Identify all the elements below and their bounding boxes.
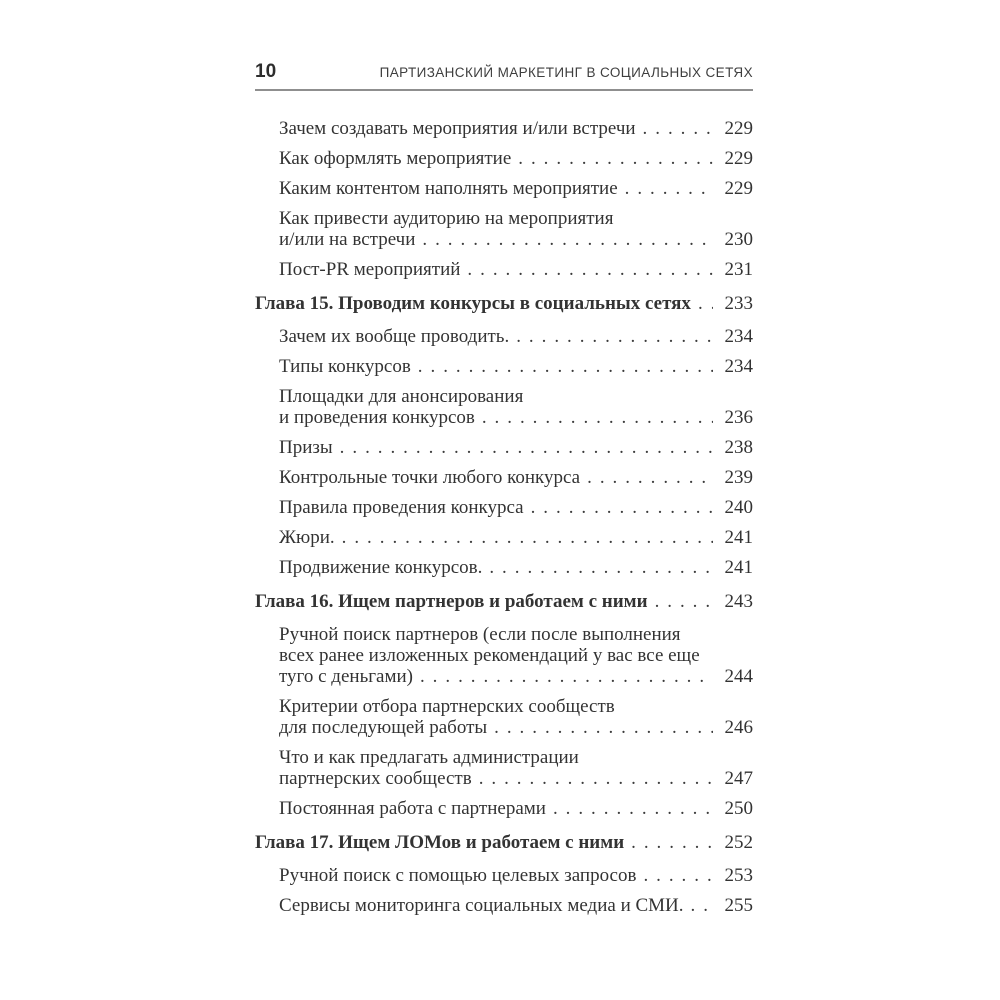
toc-entry-row bbox=[279, 407, 753, 428]
toc-page-number: 240 bbox=[724, 497, 753, 518]
toc-chapter-entry bbox=[255, 591, 753, 612]
toc-chapter-entry bbox=[255, 832, 753, 853]
toc-sub-entry bbox=[255, 624, 753, 687]
toc-sub-entry bbox=[255, 696, 753, 738]
toc-page-number: 244 bbox=[724, 666, 753, 687]
toc-page-number: 241 bbox=[724, 557, 753, 578]
dot-leader bbox=[643, 865, 713, 886]
dot-leader bbox=[655, 591, 713, 612]
toc-entry-row bbox=[279, 467, 753, 488]
toc-entry-row bbox=[279, 356, 753, 377]
toc-page-number: 229 bbox=[724, 118, 753, 139]
toc-entry-label: и проведения конкурсов bbox=[279, 407, 475, 428]
toc-page-number: 229 bbox=[724, 178, 753, 199]
toc-entry-label: Ручной поиск с помощью целевых запросов bbox=[279, 865, 637, 886]
toc-entry-row bbox=[279, 557, 753, 578]
dot-leader bbox=[467, 259, 713, 280]
toc-entry-label: Продвижение конкурсов. bbox=[279, 557, 483, 578]
toc-sub-entry bbox=[255, 497, 753, 518]
dot-leader bbox=[418, 356, 713, 377]
page-header bbox=[255, 62, 753, 81]
page-number: 10 bbox=[255, 61, 277, 82]
toc-page-number: 255 bbox=[724, 895, 753, 916]
toc-entry-label: Правила проведения конкурса bbox=[279, 497, 524, 518]
toc-entry-label: и/или на встречи bbox=[279, 229, 416, 250]
dot-leader bbox=[494, 717, 713, 738]
running-title: ПАРТИЗАНСКИЙ МАРКЕТИНГ В СОЦИАЛЬНЫХ СЕТЯХ bbox=[379, 64, 753, 80]
toc-entry-row bbox=[279, 259, 753, 280]
toc-page-number: 229 bbox=[724, 148, 753, 169]
toc-entry-row bbox=[279, 768, 753, 789]
toc-entry-row bbox=[279, 148, 753, 169]
dot-leader bbox=[698, 293, 713, 314]
table-of-contents bbox=[255, 118, 753, 925]
toc-entry-label: Зачем их вообще проводить. bbox=[279, 326, 510, 347]
toc-entry-label: Контрольные точки любого конкурса bbox=[279, 467, 581, 488]
toc-entry-row bbox=[279, 437, 753, 458]
toc-entry-label: Глава 17. Ищем ЛОМов и работаем с ними bbox=[255, 832, 625, 853]
toc-entry-row bbox=[255, 293, 753, 314]
toc-entry-row bbox=[279, 118, 753, 139]
toc-page-number: 246 bbox=[724, 717, 753, 738]
toc-page-number: 234 bbox=[724, 326, 753, 347]
toc-sub-entry bbox=[255, 208, 753, 250]
toc-entry-row bbox=[279, 865, 753, 886]
toc-entry-label: Пост-PR мероприятий bbox=[279, 259, 461, 280]
dot-leader bbox=[531, 497, 713, 518]
toc-entry-row bbox=[279, 798, 753, 819]
dot-leader bbox=[422, 229, 713, 250]
toc-page-number: 230 bbox=[724, 229, 753, 250]
toc-entry-line: всех ранее изложенных рекомендаций у вас все еще bbox=[279, 645, 700, 666]
toc-sub-entry bbox=[255, 467, 753, 488]
toc-entry-label: Сервисы мониторинга социальных медиа и СМИ. bbox=[279, 895, 684, 916]
dot-leader bbox=[625, 178, 713, 199]
toc-entry-label: Постоянная работа с партнерами bbox=[279, 798, 546, 819]
toc-entry-row bbox=[279, 895, 753, 916]
toc-entry-label: туго с деньгами) bbox=[279, 666, 413, 687]
toc-entry-row bbox=[279, 326, 753, 347]
toc-page-number: 250 bbox=[724, 798, 753, 819]
dot-leader bbox=[482, 407, 713, 428]
header-rule bbox=[255, 89, 753, 91]
toc-page-number: 253 bbox=[724, 865, 753, 886]
toc-sub-entry bbox=[255, 747, 753, 789]
toc-sub-entry bbox=[255, 178, 753, 199]
toc-entry-label: Типы конкурсов bbox=[279, 356, 411, 377]
toc-page-number: 247 bbox=[724, 768, 753, 789]
toc-entry-label: Глава 15. Проводим конкурсы в социальных сетях bbox=[255, 293, 691, 314]
dot-leader bbox=[342, 527, 713, 548]
toc-entry-row bbox=[279, 527, 753, 548]
toc-sub-entry bbox=[255, 557, 753, 578]
toc-sub-entry bbox=[255, 148, 753, 169]
toc-entry-line: Площадки для анонсирования bbox=[279, 386, 524, 407]
toc-page-number: 239 bbox=[724, 467, 753, 488]
toc-page-number: 234 bbox=[724, 356, 753, 377]
toc-page-number: 243 bbox=[724, 591, 753, 612]
dot-leader bbox=[489, 557, 713, 578]
toc-entry-line: Что и как предлагать администрации bbox=[279, 747, 579, 768]
dot-leader bbox=[587, 467, 713, 488]
dot-leader bbox=[518, 148, 713, 169]
toc-entry-line: Как привести аудиторию на мероприятия bbox=[279, 208, 614, 229]
toc-entry-line: Критерии отбора партнерских сообществ bbox=[279, 696, 615, 717]
toc-page-number: 241 bbox=[724, 527, 753, 548]
toc-page-number: 252 bbox=[724, 832, 753, 853]
toc-entry-label: партнерских сообществ bbox=[279, 768, 472, 789]
toc-entry-row bbox=[279, 717, 753, 738]
dot-leader bbox=[479, 768, 713, 789]
dot-leader bbox=[631, 832, 713, 853]
toc-entry-label: Зачем создавать мероприятия и/или встречи bbox=[279, 118, 636, 139]
toc-entry-row bbox=[279, 178, 753, 199]
toc-page-number: 236 bbox=[724, 407, 753, 428]
toc-page-number: 231 bbox=[724, 259, 753, 280]
toc-sub-entry bbox=[255, 865, 753, 886]
toc-sub-entry bbox=[255, 326, 753, 347]
dot-leader bbox=[643, 118, 713, 139]
toc-entry-row bbox=[279, 229, 753, 250]
toc-entry-label: для последующей работы bbox=[279, 717, 488, 738]
toc-sub-entry bbox=[255, 118, 753, 139]
dot-leader bbox=[691, 895, 713, 916]
toc-sub-entry bbox=[255, 527, 753, 548]
toc-sub-entry bbox=[255, 356, 753, 377]
toc-entry-label: Каким контентом наполнять мероприятие bbox=[279, 178, 618, 199]
dot-leader bbox=[553, 798, 713, 819]
toc-entry-label: Глава 16. Ищем партнеров и работаем с ними bbox=[255, 591, 648, 612]
toc-sub-entry bbox=[255, 259, 753, 280]
toc-sub-entry bbox=[255, 386, 753, 428]
toc-entry-row bbox=[279, 497, 753, 518]
toc-page-number: 238 bbox=[724, 437, 753, 458]
dot-leader bbox=[420, 666, 713, 687]
toc-entry-row bbox=[255, 591, 753, 612]
toc-entry-line: Ручной поиск партнеров (если после выполнения bbox=[279, 624, 681, 645]
dot-leader bbox=[340, 437, 713, 458]
toc-sub-entry bbox=[255, 798, 753, 819]
toc-chapter-entry bbox=[255, 293, 753, 314]
toc-entry-row bbox=[279, 666, 753, 687]
toc-entry-label: Жюри. bbox=[279, 527, 335, 548]
toc-sub-entry bbox=[255, 437, 753, 458]
dot-leader bbox=[516, 326, 713, 347]
toc-page-number: 233 bbox=[724, 293, 753, 314]
toc-sub-entry bbox=[255, 895, 753, 916]
toc-entry-label: Как оформлять мероприятие bbox=[279, 148, 512, 169]
toc-entry-row bbox=[255, 832, 753, 853]
toc-entry-label: Призы bbox=[279, 437, 333, 458]
